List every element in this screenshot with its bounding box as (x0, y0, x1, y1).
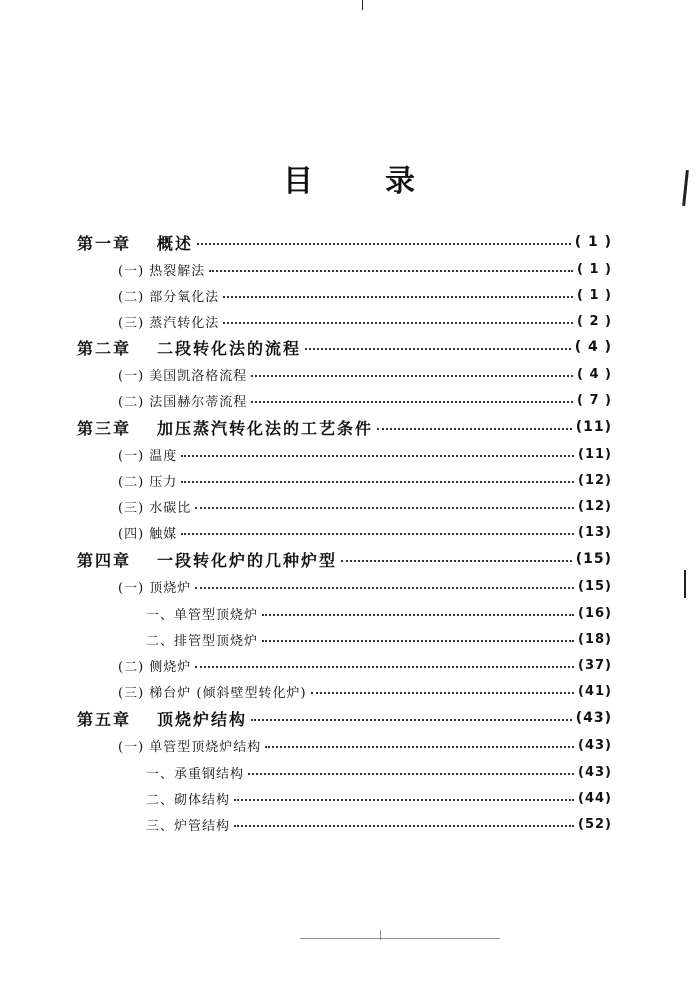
dot-leader (197, 243, 571, 245)
page-title (0, 156, 700, 200)
page-number: (11) (578, 446, 612, 462)
dot-leader (311, 692, 574, 694)
toc-entry-label: (二) 部分氧化法 (118, 289, 220, 305)
toc-entry-label (77, 548, 337, 571)
toc-section (118, 519, 612, 545)
toc-chapter-1 (77, 229, 612, 255)
dot-leader (377, 428, 572, 430)
toc-entry-label: (三) 梯台炉 (倾斜壁型转化炉) (118, 685, 307, 701)
scan-mark-right-small (684, 570, 686, 598)
dot-leader (209, 270, 573, 272)
page-number: (44) (578, 790, 612, 806)
toc-section (118, 467, 612, 493)
chapter-number: 第二章 (77, 338, 132, 358)
dot-leader (341, 560, 572, 562)
toc-entry-label: (一) 顶烧炉 (118, 580, 192, 596)
page-number: (12) (578, 472, 612, 488)
page-number: ( 4 ) (577, 366, 612, 382)
chapter-title: 加压蒸汽转化法的工艺条件 (157, 418, 374, 438)
chapter-title: 二段转化法的流程 (157, 338, 302, 358)
page-number: ( 4 ) (574, 339, 612, 355)
chapter-number: 第四章 (77, 550, 132, 570)
toc-section (118, 361, 612, 387)
toc-subsection (146, 785, 612, 811)
page-number: (12) (578, 498, 612, 514)
dot-leader (234, 825, 574, 827)
page-number: (18) (578, 631, 612, 647)
toc-subsection (146, 600, 612, 626)
toc-entry-label: 二、排管型顶烧炉 (146, 633, 259, 649)
toc-chapter-2 (77, 334, 612, 360)
toc-entry-label: 一、承重钢结构 (146, 766, 245, 782)
toc-entry-label: 一、单管型顶烧炉 (146, 607, 259, 623)
dot-leader (195, 666, 574, 668)
toc-chapter-5 (77, 705, 612, 731)
page-number: (15) (575, 551, 612, 567)
scan-tick-bottom (380, 930, 381, 940)
toc-entry-label: 三、炉管结构 (146, 818, 231, 834)
scan-line-bottom (300, 938, 500, 939)
dot-leader (195, 587, 574, 589)
dot-leader (234, 799, 574, 801)
chapter-title: 概述 (157, 233, 194, 253)
toc-entry-label (77, 416, 373, 439)
toc-entry-label: (一) 美国凯洛格流程 (118, 368, 248, 384)
toc-section (118, 732, 612, 758)
toc-entry-label: (一) 热裂解法 (118, 263, 206, 279)
toc-section (118, 678, 612, 704)
dot-leader (305, 348, 571, 350)
scan-mark-top (362, 0, 363, 10)
dot-leader (195, 507, 574, 509)
page-number: (43) (578, 737, 612, 753)
toc-chapter-3 (77, 414, 612, 440)
dot-leader (251, 375, 573, 377)
page-number: (11) (575, 419, 612, 435)
page-number: (16) (578, 605, 612, 621)
page-number: (43) (578, 764, 612, 780)
toc-entry-label: (二) 压力 (118, 474, 178, 490)
toc-entry-label (77, 231, 193, 254)
title-char-1: 目 (283, 164, 315, 199)
toc-entry-label: (一) 单管型顶烧炉结构 (118, 739, 262, 755)
toc-entry-label (77, 707, 247, 730)
toc-entry-label: (三) 蒸汽转化法 (118, 315, 220, 331)
toc-subsection (146, 811, 612, 837)
toc-entry-label: (三) 水碳比 (118, 500, 192, 516)
page-number: (37) (578, 657, 612, 673)
page-number: (13) (578, 524, 612, 540)
toc-section (118, 652, 612, 678)
toc-section (118, 493, 612, 519)
toc-entry-label (77, 336, 301, 359)
dot-leader (223, 322, 573, 324)
page-number: (43) (575, 710, 612, 726)
dot-leader (262, 640, 574, 642)
toc-entry-label: (二) 侧烧炉 (118, 659, 192, 675)
toc-entry-label: 二、砌体结构 (146, 792, 231, 808)
page-number: ( 1 ) (577, 287, 612, 303)
page-number: (41) (578, 683, 612, 699)
toc-section (118, 573, 612, 599)
dot-leader (223, 296, 573, 298)
dot-leader (265, 746, 574, 748)
chapter-title: 一段转化炉的几种炉型 (157, 550, 338, 570)
page-number: (15) (578, 578, 612, 594)
dot-leader (251, 401, 573, 403)
dot-leader (181, 455, 574, 457)
page-number: ( 1 ) (574, 234, 612, 250)
toc-section (118, 282, 612, 308)
title-char-2: 录 (385, 164, 417, 199)
toc-section (118, 308, 612, 334)
toc-entry-label: (二) 法国赫尔蒂流程 (118, 394, 248, 410)
chapter-number: 第一章 (77, 233, 132, 253)
toc-section (118, 256, 612, 282)
chapter-number: 第五章 (77, 709, 132, 729)
chapter-title: 顶烧炉结构 (157, 709, 248, 729)
page-number: ( 2 ) (577, 313, 612, 329)
toc-section (118, 387, 612, 413)
toc-subsection (146, 626, 612, 652)
toc-entry-label: (一) 温度 (118, 448, 178, 464)
dot-leader (181, 533, 574, 535)
page-number: ( 7 ) (577, 392, 612, 408)
dot-leader (181, 481, 574, 483)
toc-section (118, 441, 612, 467)
dot-leader (251, 719, 572, 721)
toc-subsection (146, 759, 612, 785)
dot-leader (262, 614, 574, 616)
chapter-number: 第三章 (77, 418, 132, 438)
page-number: (52) (578, 816, 612, 832)
dot-leader (248, 773, 574, 775)
toc-entry-label: (四) 触媒 (118, 526, 178, 542)
toc-chapter-4 (77, 546, 612, 572)
page-number: ( 1 ) (577, 261, 612, 277)
